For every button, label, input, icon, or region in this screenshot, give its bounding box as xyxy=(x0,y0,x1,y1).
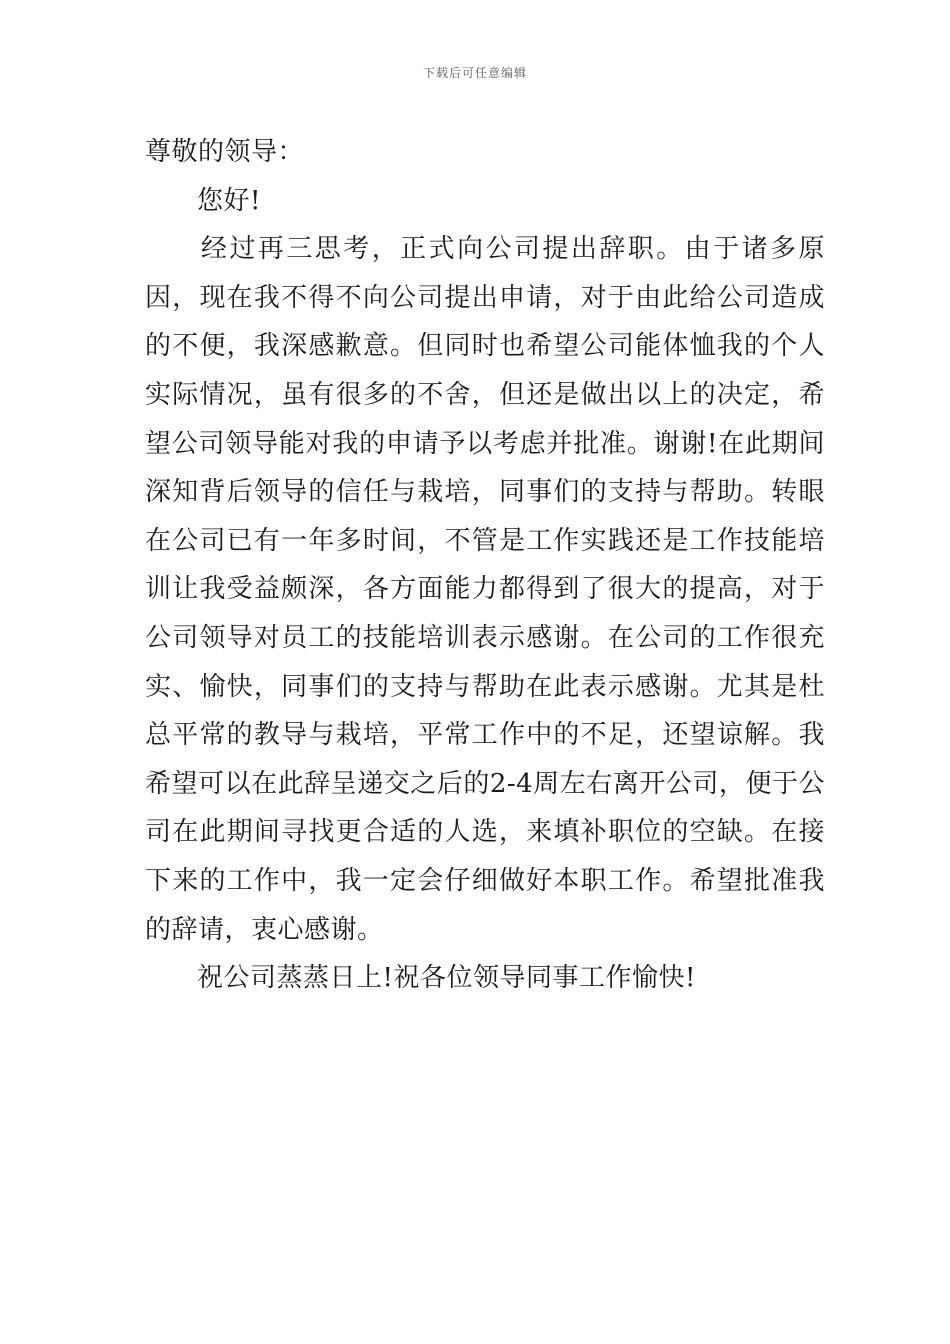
body-paragraph: 经过再三思考，正式向公司提出辞职。由于诸多原因，现在我不得不向公司提出申请，对于由此给公司造成的不便，我深感歉意。但同时也希望公司能体恤我的个人实际情况，虽有很多的不舍，但还是做出以上的决定，希望公司领导能对我的申请予以考虑并批准。谢谢!在此期间深知背后领导的信任与栽培，同事们的支持与帮助。转眼在公司已有一年多时间，不管是工作实践还是工作技能培训让我受益颇深，各方面能力都得到了很大的提高，对于公司领导对员工的技能培训表示感谢。在公司的工作很充实、愉快，同事们的支持与帮助在此表示感谢。尤其是杜总平常的教导与栽培，平常工作中的不足，还望谅解。我希望可以在此辞呈递交之后的2-4周左右离开公司，便于公司在此期间寻找更合适的人选，来填补职位的空缺。在接下来的工作中，我一定会仔细做好本职工作。希望批准我的辞请，衷心感谢。 xyxy=(145,234,825,945)
letter-content xyxy=(145,128,825,1003)
header-note: 下载后可任意编辑 xyxy=(422,66,527,80)
hello-line: 您好! xyxy=(197,185,261,216)
salutation: 尊敬的领导： xyxy=(145,137,305,167)
closing-line: 祝公司蒸蒸日上!祝各位领导同事工作愉快! xyxy=(197,963,696,994)
